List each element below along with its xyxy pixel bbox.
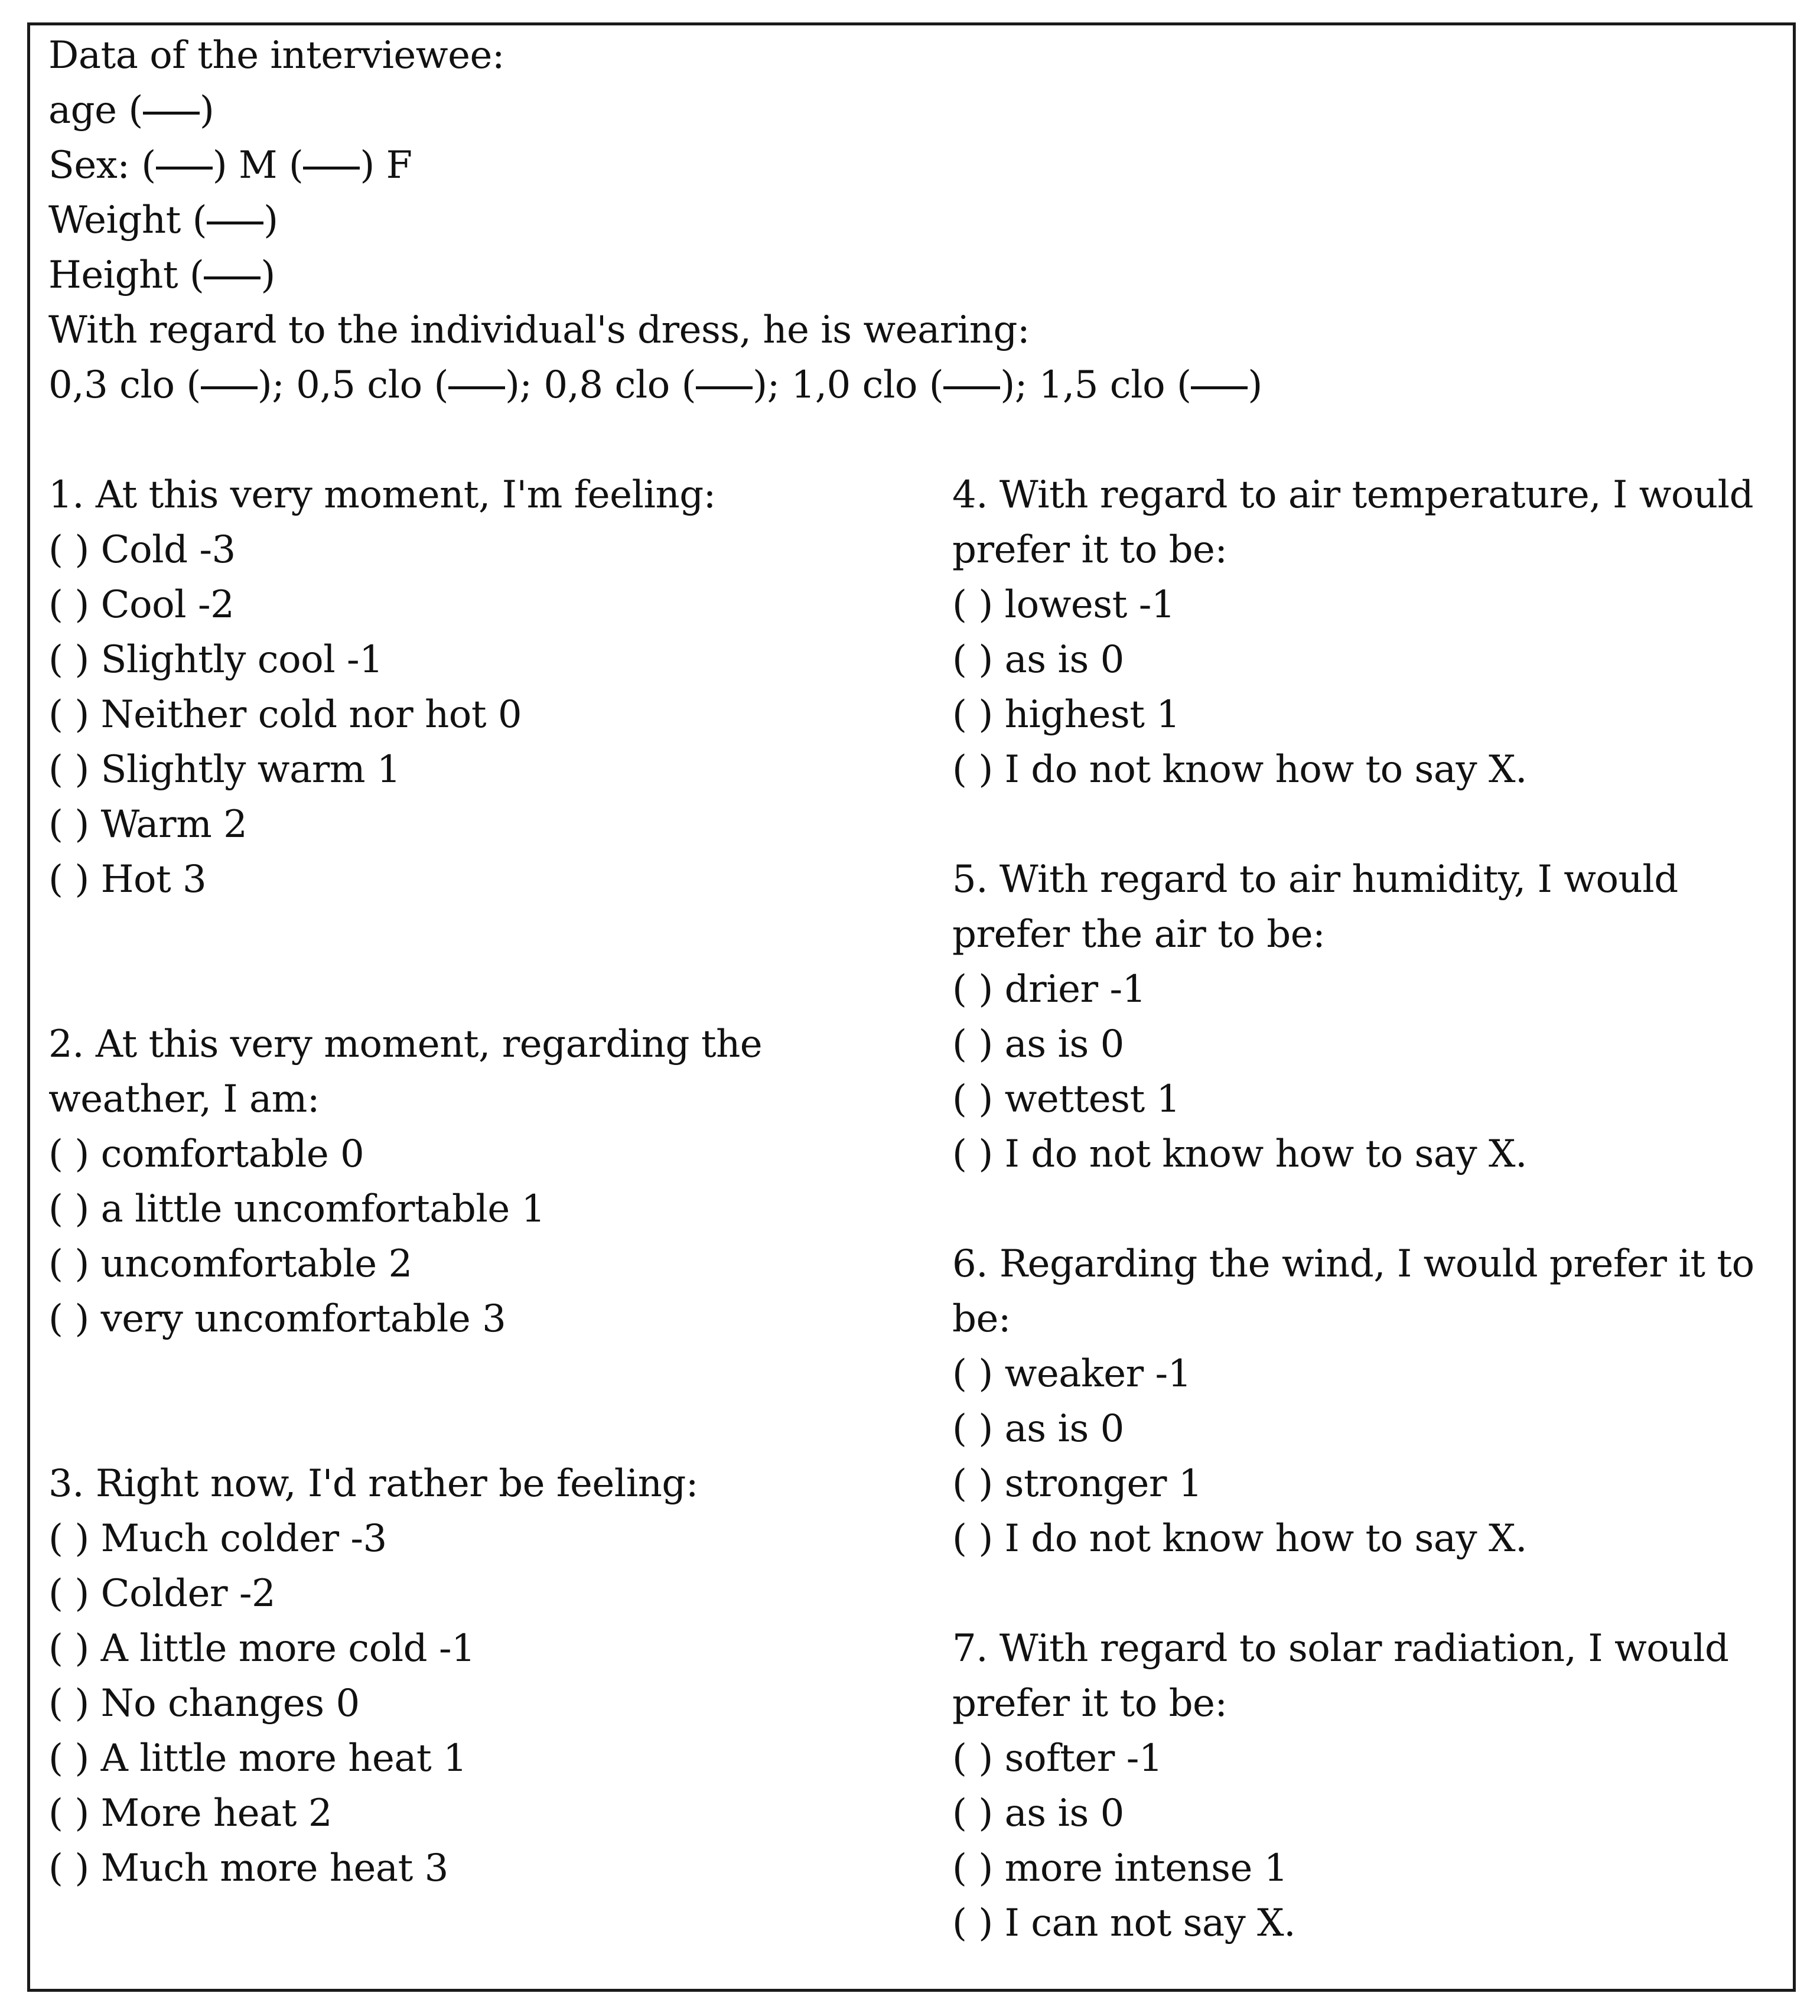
clo-05-blank[interactable] xyxy=(448,386,505,389)
q7-option-softer[interactable]: ( ) softer -1 xyxy=(952,1737,1163,1780)
q5-question-line1: 5. With regard to air humidity, I would xyxy=(952,858,1678,901)
weight-field: Weight ( ) xyxy=(48,198,278,242)
q1-option-neutral[interactable]: ( ) Neither cold nor hot 0 xyxy=(48,693,522,737)
q6-option-dont-know[interactable]: ( ) I do not know how to say X. xyxy=(952,1517,1527,1561)
q6-option-stronger[interactable]: ( ) stronger 1 xyxy=(952,1462,1203,1506)
q5-question-line2: prefer the air to be: xyxy=(952,913,1326,956)
q2-option-very-uncomfortable[interactable]: ( ) very uncomfortable 3 xyxy=(48,1297,506,1341)
q4-question-line1: 4. With regard to air temperature, I would xyxy=(952,473,1754,517)
sex-m-blank[interactable] xyxy=(156,167,213,170)
q3-question: 3. Right now, I'd rather be feeling: xyxy=(48,1462,698,1506)
q1-option-slightly-cool[interactable]: ( ) Slightly cool -1 xyxy=(48,638,383,682)
q1-option-cold[interactable]: ( ) Cold -3 xyxy=(48,528,236,572)
q2-question-line1: 2. At this very moment, regarding the xyxy=(48,1022,763,1066)
q7-option-as-is[interactable]: ( ) as is 0 xyxy=(952,1792,1124,1835)
height-blank[interactable] xyxy=(204,276,261,279)
q3-option-colder[interactable]: ( ) Colder -2 xyxy=(48,1572,276,1616)
q3-option-little-colder[interactable]: ( ) A little more cold -1 xyxy=(48,1627,476,1670)
q2-option-uncomfortable[interactable]: ( ) uncomfortable 2 xyxy=(48,1242,412,1286)
q1-option-slightly-warm[interactable]: ( ) Slightly warm 1 xyxy=(48,748,401,792)
q4-option-lowest[interactable]: ( ) lowest -1 xyxy=(952,583,1176,627)
q3-option-more-heat[interactable]: ( ) More heat 2 xyxy=(48,1792,333,1835)
q7-question-line1: 7. With regard to solar radiation, I would xyxy=(952,1627,1729,1670)
q6-question-line1: 6. Regarding the wind, I would prefer it to xyxy=(952,1242,1754,1286)
q3-option-much-more-heat[interactable]: ( ) Much more heat 3 xyxy=(48,1846,448,1890)
q5-option-wettest[interactable]: ( ) wettest 1 xyxy=(952,1077,1180,1121)
q1-option-cool[interactable]: ( ) Cool -2 xyxy=(48,583,235,627)
clo-08-blank[interactable] xyxy=(696,386,753,389)
q6-option-as-is[interactable]: ( ) as is 0 xyxy=(952,1407,1124,1451)
q7-question-line2: prefer it to be: xyxy=(952,1682,1228,1725)
q6-question-line2: be: xyxy=(952,1297,1011,1341)
dress-label: With regard to the individual's dress, he is wearing: xyxy=(48,308,1030,352)
age-blank[interactable] xyxy=(143,112,200,115)
clo-10-blank[interactable] xyxy=(943,386,1000,389)
sex-f-blank[interactable] xyxy=(303,167,360,170)
clo-15-blank[interactable] xyxy=(1191,386,1248,389)
q4-option-as-is[interactable]: ( ) as is 0 xyxy=(952,638,1124,682)
q7-option-cannot-say[interactable]: ( ) I can not say X. xyxy=(952,1901,1296,1945)
sex-field: Sex: ( ) M ( ) F xyxy=(48,144,412,187)
q2-question-line2: weather, I am: xyxy=(48,1077,320,1121)
q1-option-hot[interactable]: ( ) Hot 3 xyxy=(48,858,207,901)
q5-option-dont-know[interactable]: ( ) I do not know how to say X. xyxy=(952,1132,1527,1176)
clo-field: 0,3 clo ( ); 0,5 clo ( ); 0,8 clo ( ); 1,0 clo ( ); 1,5 clo ( ) xyxy=(48,363,1262,407)
q2-option-little-uncomfortable[interactable]: ( ) a little uncomfortable 1 xyxy=(48,1187,545,1231)
q3-option-little-more-heat[interactable]: ( ) A little more heat 1 xyxy=(48,1737,467,1780)
q5-option-drier[interactable]: ( ) drier -1 xyxy=(952,968,1146,1011)
q4-option-highest[interactable]: ( ) highest 1 xyxy=(952,693,1180,737)
interviewee-heading: Data of the interviewee: xyxy=(48,34,504,77)
q4-question-line2: prefer it to be: xyxy=(952,528,1228,572)
q1-option-warm[interactable]: ( ) Warm 2 xyxy=(48,803,248,846)
age-field: age ( ) xyxy=(48,89,214,132)
q4-option-dont-know[interactable]: ( ) I do not know how to say X. xyxy=(952,748,1527,792)
clo-03-blank[interactable] xyxy=(201,386,258,389)
q3-option-much-colder[interactable]: ( ) Much colder -3 xyxy=(48,1517,387,1561)
q2-option-comfortable[interactable]: ( ) comfortable 0 xyxy=(48,1132,364,1176)
q7-option-more-intense[interactable]: ( ) more intense 1 xyxy=(952,1846,1288,1890)
height-field: Height ( ) xyxy=(48,253,275,297)
q6-option-weaker[interactable]: ( ) weaker -1 xyxy=(952,1352,1191,1396)
q3-option-no-changes[interactable]: ( ) No changes 0 xyxy=(48,1682,360,1725)
q5-option-as-is[interactable]: ( ) as is 0 xyxy=(952,1022,1124,1066)
weight-blank[interactable] xyxy=(207,222,263,224)
q1-question: 1. At this very moment, I'm feeling: xyxy=(48,473,716,517)
